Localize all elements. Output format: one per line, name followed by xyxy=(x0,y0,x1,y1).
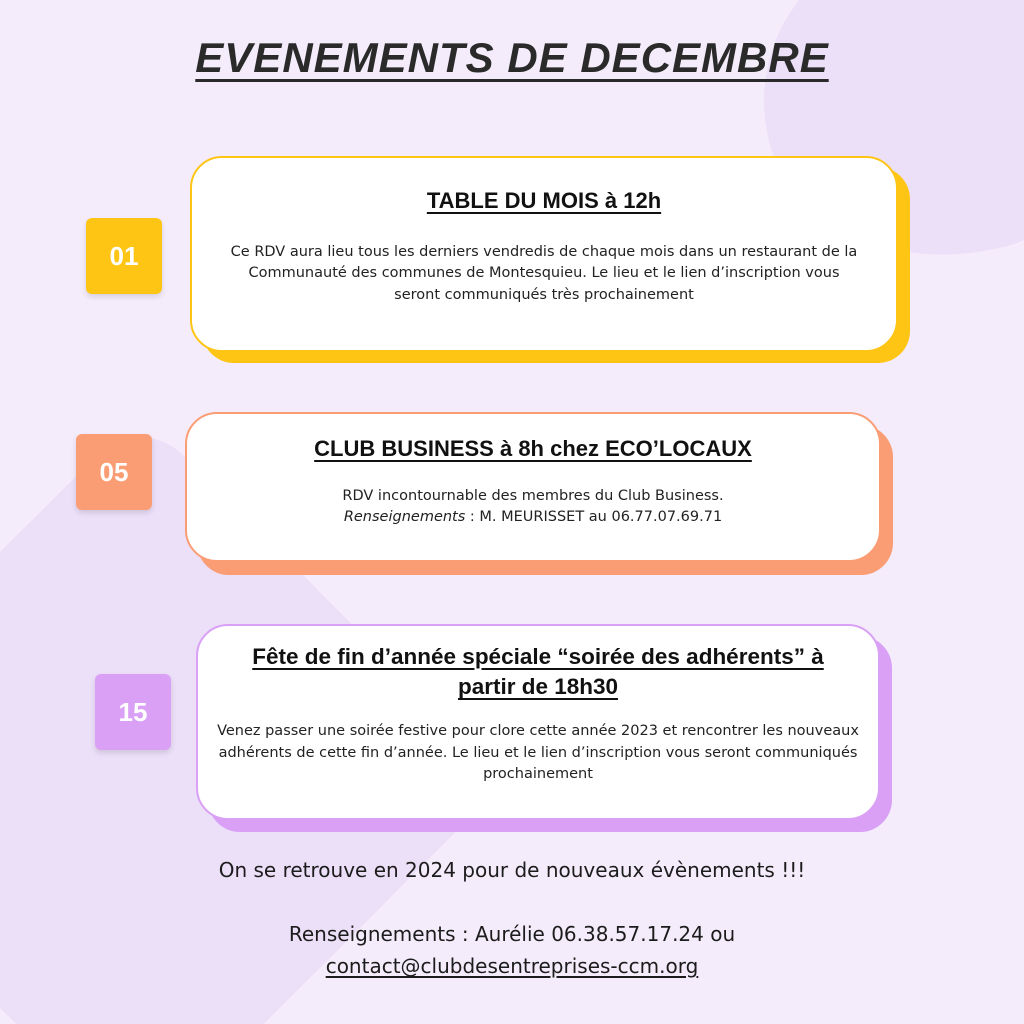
contact-email-link[interactable]: contact@clubdesentreprises-ccm.org xyxy=(325,954,699,978)
event-card xyxy=(185,412,881,562)
event-day-badge: 15 xyxy=(95,674,171,750)
event-day-badge: 01 xyxy=(86,218,162,294)
contact-info: Renseignements : Aurélie 06.38.57.17.24 ou xyxy=(288,922,736,946)
event-day-badge: 05 xyxy=(76,434,152,510)
event-description-line: RDV incontournable des membres du Club Business. xyxy=(342,487,724,504)
closing-message: On se retrouve en 2024 pour de nouveaux évènements !!! xyxy=(218,858,806,882)
event-info-value: : M. MEURISSET au 06.77.07.69.71 xyxy=(465,509,723,526)
event-info-line xyxy=(213,507,853,529)
event-description: Venez passer une soirée festive pour clore cette année 2023 et rencontrer les nouveaux adhérents de cette fin d’année. Le lieu et le lien d’inscription vous seront communiqués prochainement xyxy=(217,722,859,783)
event-card xyxy=(190,156,898,352)
event-title: CLUB BUSINESS à 8h chez ECO’LOCAUX xyxy=(314,436,752,461)
event-card xyxy=(196,624,880,820)
page-title: EVENEMENTS DE DECEMBRE xyxy=(195,34,829,81)
event-description xyxy=(213,486,853,530)
event-info-label: Renseignements xyxy=(343,509,466,526)
event-description: Ce RDV aura lieu tous les derniers vendredis de chaque mois dans un restaurant de la Communauté des communes de Montesquieu. Le lieu et le lien d’inscription vous seront communiqués très prochainement xyxy=(230,243,858,304)
contact-email-line xyxy=(0,954,1024,978)
event-title: TABLE DU MOIS à 12h xyxy=(426,188,662,213)
event-title: Fête de fin d’année spéciale “soirée des adhérents” à partir de 18h30 xyxy=(252,644,824,700)
